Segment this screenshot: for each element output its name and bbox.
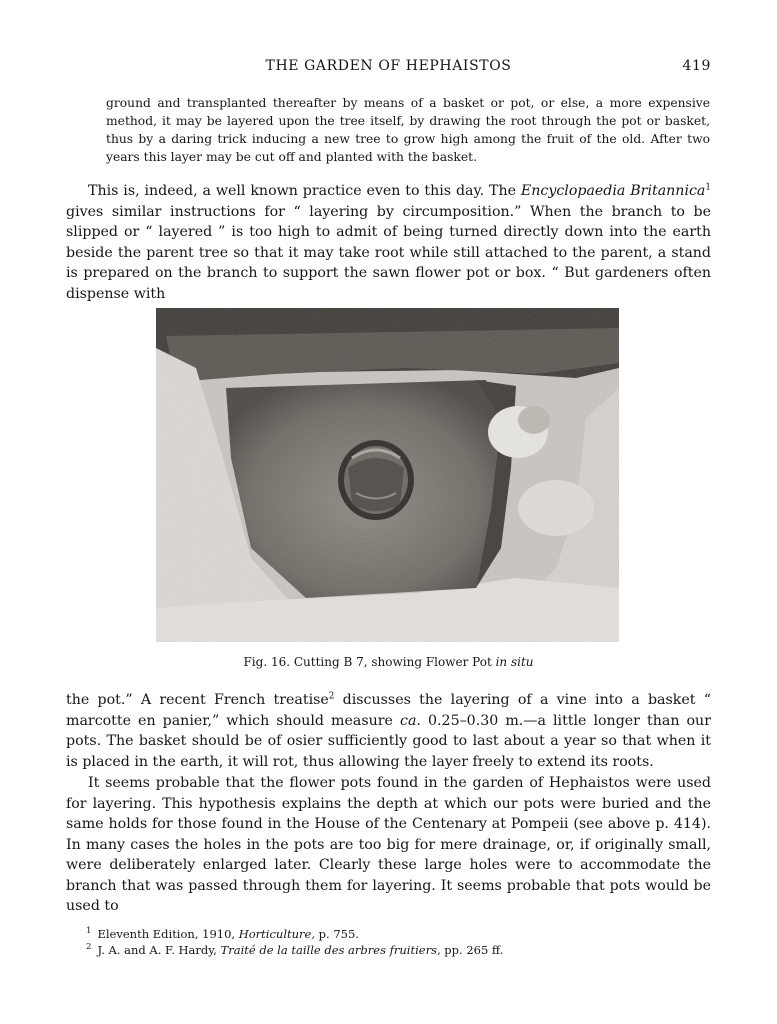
footnote-1	[86, 926, 711, 942]
block-quote	[106, 94, 710, 166]
running-title: THE GARDEN OF HEPHAISTOS	[265, 58, 512, 74]
circa-abbrev: ca.	[400, 712, 421, 729]
paragraph-2-text-b: discusses the layering of a vine into a basket “ marcotte en panier,” which should measure	[66, 692, 711, 729]
paragraph-3-text: It seems probable that the flower pots found in the garden of Hephaistos were used for layering. This hypothesis explains the depth at which our pots were buried and the same holds for those found in the House of the Centenary at Pompeii (see above p. 414). In many cases the holes in the pots are too big for mere drainage, or, if originally small, were deliberately enlarged later. Clearly these large holes were to accommodate the branch that was passed through them for layering. It seems probable that pots would be used to	[66, 775, 711, 914]
footnote-1-italic: Horticulture,	[238, 927, 315, 941]
encyclopaedia-title: Encyclopaedia Britannica	[520, 183, 706, 199]
figure-caption	[66, 655, 711, 669]
paragraph-2-text-a: the pot.” A recent French treatise	[66, 692, 329, 708]
paragraph-3	[66, 773, 711, 917]
paragraph-1-text-b: gives similar instructions for “ layering by circumposition.” When the branch to be slipped or “ layered ” is too high to admit of being turned directly down into the earth beside the parent tree so that it may take root while still attached to the parent, a stand is prepared on the branch to support the sawn flower pot or box. “ But gardeners often dispense with	[66, 203, 711, 302]
footnote-1-post: p. 755.	[314, 927, 359, 941]
caption-text: Fig. 16. Cutting B 7, showing Flower Pot	[243, 655, 496, 669]
footnote-1-mark: 1	[86, 926, 92, 937]
footnotes	[86, 926, 711, 958]
figure-photo	[156, 308, 619, 642]
footnote-2-post: pp. 265 ff.	[440, 943, 504, 957]
excavation-photo	[156, 308, 619, 642]
caption-italic: in situ	[495, 655, 534, 669]
footnote-1-pre: Eleventh Edition, 1910,	[97, 927, 239, 941]
paragraph-2-text-c: 0.25–0.30 m.—a little longer than our pots. The basket should be of osier sufficiently good to last about a year so that when it is placed in the earth, it will rot, thus allowing the layer freely to extend its roots.	[66, 712, 711, 770]
footnote-2-pre: J. A. and A. F. Hardy,	[97, 943, 221, 957]
paragraph-1-text-a: This is, indeed, a well known practice even to this day. The	[88, 183, 521, 199]
footnote-ref-2: 2	[328, 691, 335, 702]
running-head	[66, 58, 711, 78]
paragraph-1	[66, 181, 711, 304]
footnote-2	[86, 942, 711, 958]
footnote-2-mark: 2	[86, 942, 92, 953]
footnote-ref-1: 1	[705, 182, 711, 193]
paragraph-2	[66, 690, 711, 772]
block-quote-text: ground and transplanted thereafter by means of a basket or pot, or else, a more expensive method, it may be layered upon the tree itself, by drawing the root through the pot or basket, thus by a daring trick inducing a new tree to grow high among the fruit of the old. After two years this layer may be cut off and planted with the basket.	[106, 96, 710, 164]
footnote-2-italic: Traité de la taille des arbres fruitiers,	[220, 943, 441, 957]
page-number: 419	[682, 58, 711, 74]
